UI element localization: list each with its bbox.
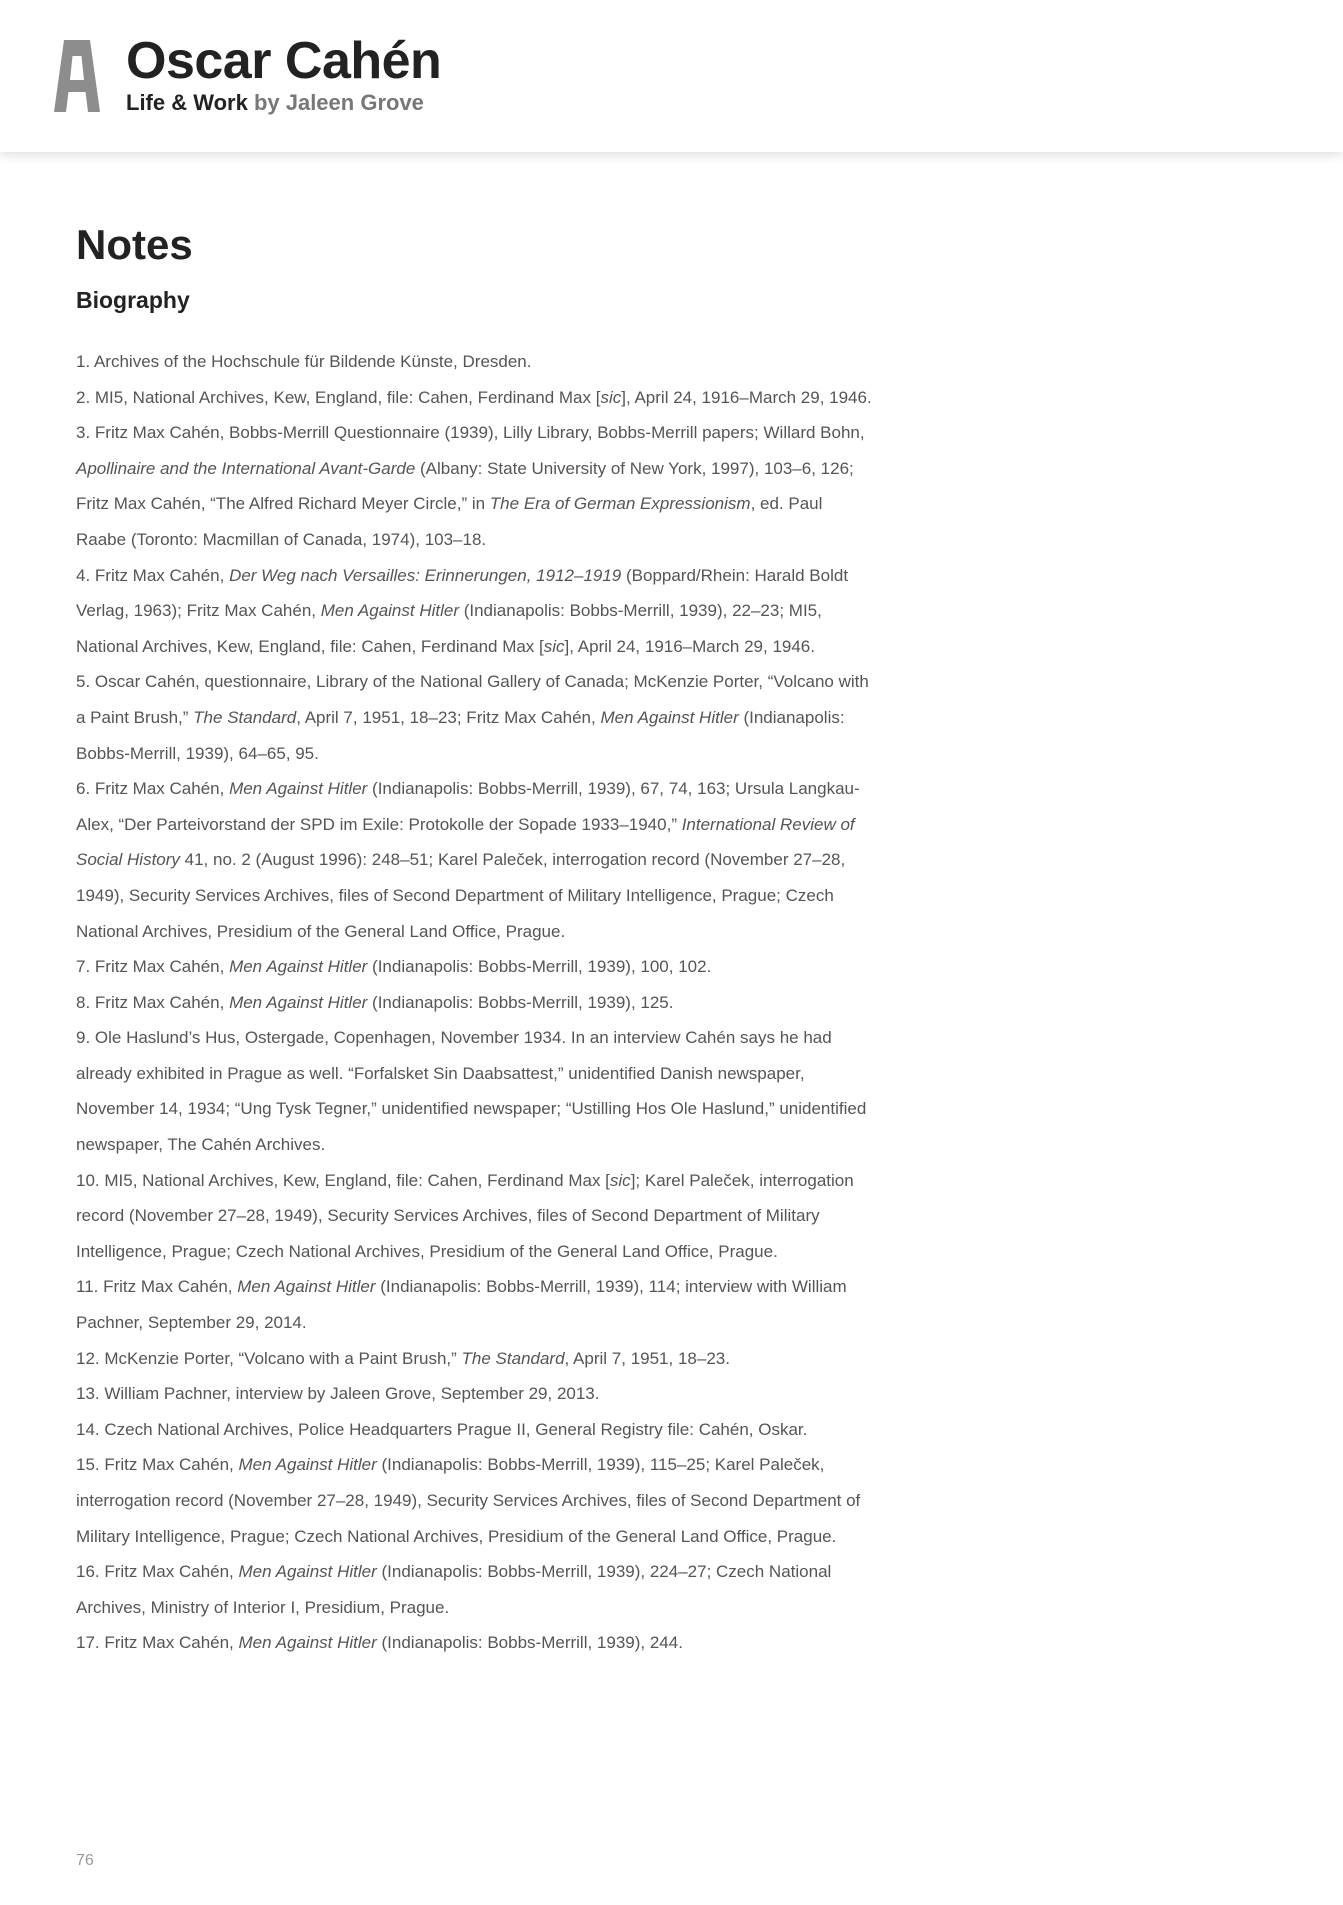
note-text: (Indianapolis: Bobbs-Merrill, 1939), 67, 74, 163; Ursula Langkau-Alex, “Der Parteivorstand der SPD im Exile: Protokolle der Sopade 1933–1940,” (76, 779, 860, 834)
note-text: 14. Czech National Archives, Police Headquarters Prague II, General Registry file: Cahén, Oskar. (76, 1419, 808, 1439)
note-text: 5. Oscar Cahén, questionnaire, Library of the National Gallery of Canada; McKenzie Porter, “Volcano with a Paint Brush,” (76, 672, 869, 727)
note-text: ], April 24, 1916–March 29, 1946. (564, 636, 815, 656)
note-text: 9. Ole Haslund’s Hus, Ostergade, Copenhagen, November 1934. In an interview Cahén says he had already exhibited in Prague as well. “Forfalsket Sin Daabsattest,” unidentified Danish newspaper, November 14, 1934; “Ung Tysk Tegner,” unidentified newspaper; “Ustilling Hos Ole Haslund,” unidentified newspaper, The Cahén Archives. (76, 1028, 867, 1155)
note-text: 12. McKenzie Porter, “Volcano with a Paint Brush,” (76, 1348, 462, 1368)
note-text: (Albany: State University of New York, 1997), 103–6, 126; Fritz Max Cahén, “The Alfred Richard Meyer Circle,” in (76, 458, 854, 514)
note-italic-title: Men Against Hitler (320, 601, 459, 621)
note-text: (Boppard/Rhein: Harald Boldt Verlag, 1963); Fritz Max Cahén, (76, 565, 849, 621)
note-text: (Indianapolis: Bobbs-Merrill, 1939), 125. (367, 992, 674, 1012)
note-text: , April 7, 1951, 18–23. (564, 1348, 730, 1368)
note-item (76, 1341, 876, 1377)
note-item (76, 664, 876, 771)
note-italic-title: Men Against Hitler (229, 779, 368, 799)
note-item (76, 771, 876, 949)
note-text: (Indianapolis: Bobbs-Merrill, 1939), 224–27; Czech National Archives, Ministry of Interior I, Presidium, Prague. (76, 1562, 832, 1617)
note-item (76, 1163, 876, 1270)
note-item (76, 1447, 876, 1554)
note-item (76, 1376, 876, 1412)
note-text: ]; Karel Paleček, interrogation record (November 27–28, 1949), Security Services Archives, files of Second Department of Military Intelligence, Prague; Czech National Archives, Presidium of the General Land Office, Prague. (76, 1170, 854, 1261)
note-text: 7. Fritz Max Cahén, (76, 957, 230, 977)
page-title: Notes (76, 221, 193, 268)
note-italic-title: sic (609, 1170, 631, 1190)
note-italic-title: Men Against Hitler (238, 1562, 377, 1582)
note-text: 15. Fritz Max Cahén, (76, 1455, 239, 1475)
page-number: 76 (76, 1852, 94, 1869)
note-italic-title: sic (600, 387, 622, 407)
note-text: (Indianapolis: Bobbs-Merrill, 1939), 100, 102. (367, 957, 712, 977)
note-item (76, 1269, 876, 1340)
subtitle-life-work: Life & Work (126, 90, 248, 115)
note-text: , ed. Paul Raabe (Toronto: Macmillan of Canada, 1974), 103–18. (76, 494, 823, 549)
note-text: , April 7, 1951, 18–23; Fritz Max Cahén, (296, 707, 601, 727)
note-italic-title: Men Against Hitler (229, 992, 368, 1012)
note-text: 3. Fritz Max Cahén, Bobbs-Merrill Questionnaire (1939), Lilly Library, Bobbs-Merrill papers; Willard Bohn, (76, 423, 865, 443)
note-text: (Indianapolis: Bobbs-Merrill, 1939), 114; interview with William Pachner, September 29, 2014. (76, 1277, 847, 1333)
note-text: 13. William Pachner, interview by Jaleen Grove, September 29, 2013. (76, 1384, 600, 1404)
note-italic-title: International Review of Social History (76, 814, 855, 870)
notes-list (76, 344, 876, 1661)
main-content (76, 210, 876, 1661)
note-text: 41, no. 2 (August 1996): 248–51; Karel Paleček, interrogation record (November 27–28, 1949), Security Services Archives, files of Second Department of Military Intelligence, Prague; Czech National Archives, Presidium of the General Land Office, Prague. (76, 850, 846, 941)
note-item (76, 558, 876, 665)
note-text: 16. Fritz Max Cahén, (76, 1562, 239, 1582)
site-title[interactable]: Oscar Cahén (126, 32, 442, 90)
site-header (0, 0, 1343, 152)
note-text: 4. Fritz Max Cahén, (76, 565, 230, 585)
note-item (76, 1020, 876, 1162)
letter-a-logo-icon[interactable] (54, 40, 100, 112)
note-text: 11. Fritz Max Cahén, (76, 1277, 238, 1297)
note-item (76, 1412, 876, 1448)
site-subtitle (126, 89, 424, 117)
note-text: ], April 24, 1916–March 29, 1946. (621, 387, 872, 407)
note-text: 1. Archives of the Hochschule für Bildende Künste, Dresden. (76, 352, 532, 371)
note-italic-title: The Era of German Expressionism (489, 494, 751, 514)
note-italic-title: The Standard (193, 707, 297, 727)
note-text: 6. Fritz Max Cahén, (76, 779, 230, 799)
note-text: (Indianapolis: Bobbs-Merrill, 1939), 115–25; Karel Paleček, interrogation record (November 27–28, 1949), Security Services Archives, files of Second Department of Military Intelligence, Prague; Czech National Archives, Presidium of the General Land Office, Prague. (76, 1455, 861, 1546)
note-item (76, 985, 876, 1021)
note-text: (Indianapolis: Bobbs-Merrill, 1939), 64–65, 95. (76, 707, 845, 763)
note-text: 2. MI5, National Archives, Kew, England, file: Cahen, Ferdinand Max [ (76, 387, 601, 407)
note-text: 10. MI5, National Archives, Kew, England, file: Cahen, Ferdinand Max [ (76, 1170, 610, 1190)
note-item (76, 949, 876, 985)
note-italic-title: Men Against Hitler (600, 707, 739, 727)
note-item (76, 1625, 876, 1661)
note-text: (Indianapolis: Bobbs-Merrill, 1939), 244. (376, 1633, 683, 1653)
note-italic-title: Apollinaire and the International Avant-Garde (76, 458, 416, 478)
note-italic-title: Der Weg nach Versailles: Erinnerungen, 1912–1919 (229, 565, 622, 585)
note-item (76, 380, 876, 416)
note-italic-title: Men Against Hitler (237, 1277, 376, 1297)
note-italic-title: Men Against Hitler (229, 957, 368, 977)
note-item (76, 344, 876, 380)
note-item (76, 415, 876, 557)
note-italic-title: sic (543, 636, 565, 656)
subtitle-author: by Jaleen Grove (247, 90, 424, 115)
note-item (76, 1554, 876, 1625)
note-italic-title: The Standard (461, 1348, 565, 1368)
section-heading-biography: Biography (76, 287, 190, 313)
note-text: (Indianapolis: Bobbs-Merrill, 1939), 22–23; MI5, National Archives, Kew, England, file: Cahen, Ferdinand Max [ (76, 601, 822, 656)
note-text: 8. Fritz Max Cahén, (76, 992, 230, 1012)
note-italic-title: Men Against Hitler (238, 1633, 377, 1653)
note-text: 17. Fritz Max Cahén, (76, 1633, 239, 1653)
note-italic-title: Men Against Hitler (238, 1455, 377, 1475)
